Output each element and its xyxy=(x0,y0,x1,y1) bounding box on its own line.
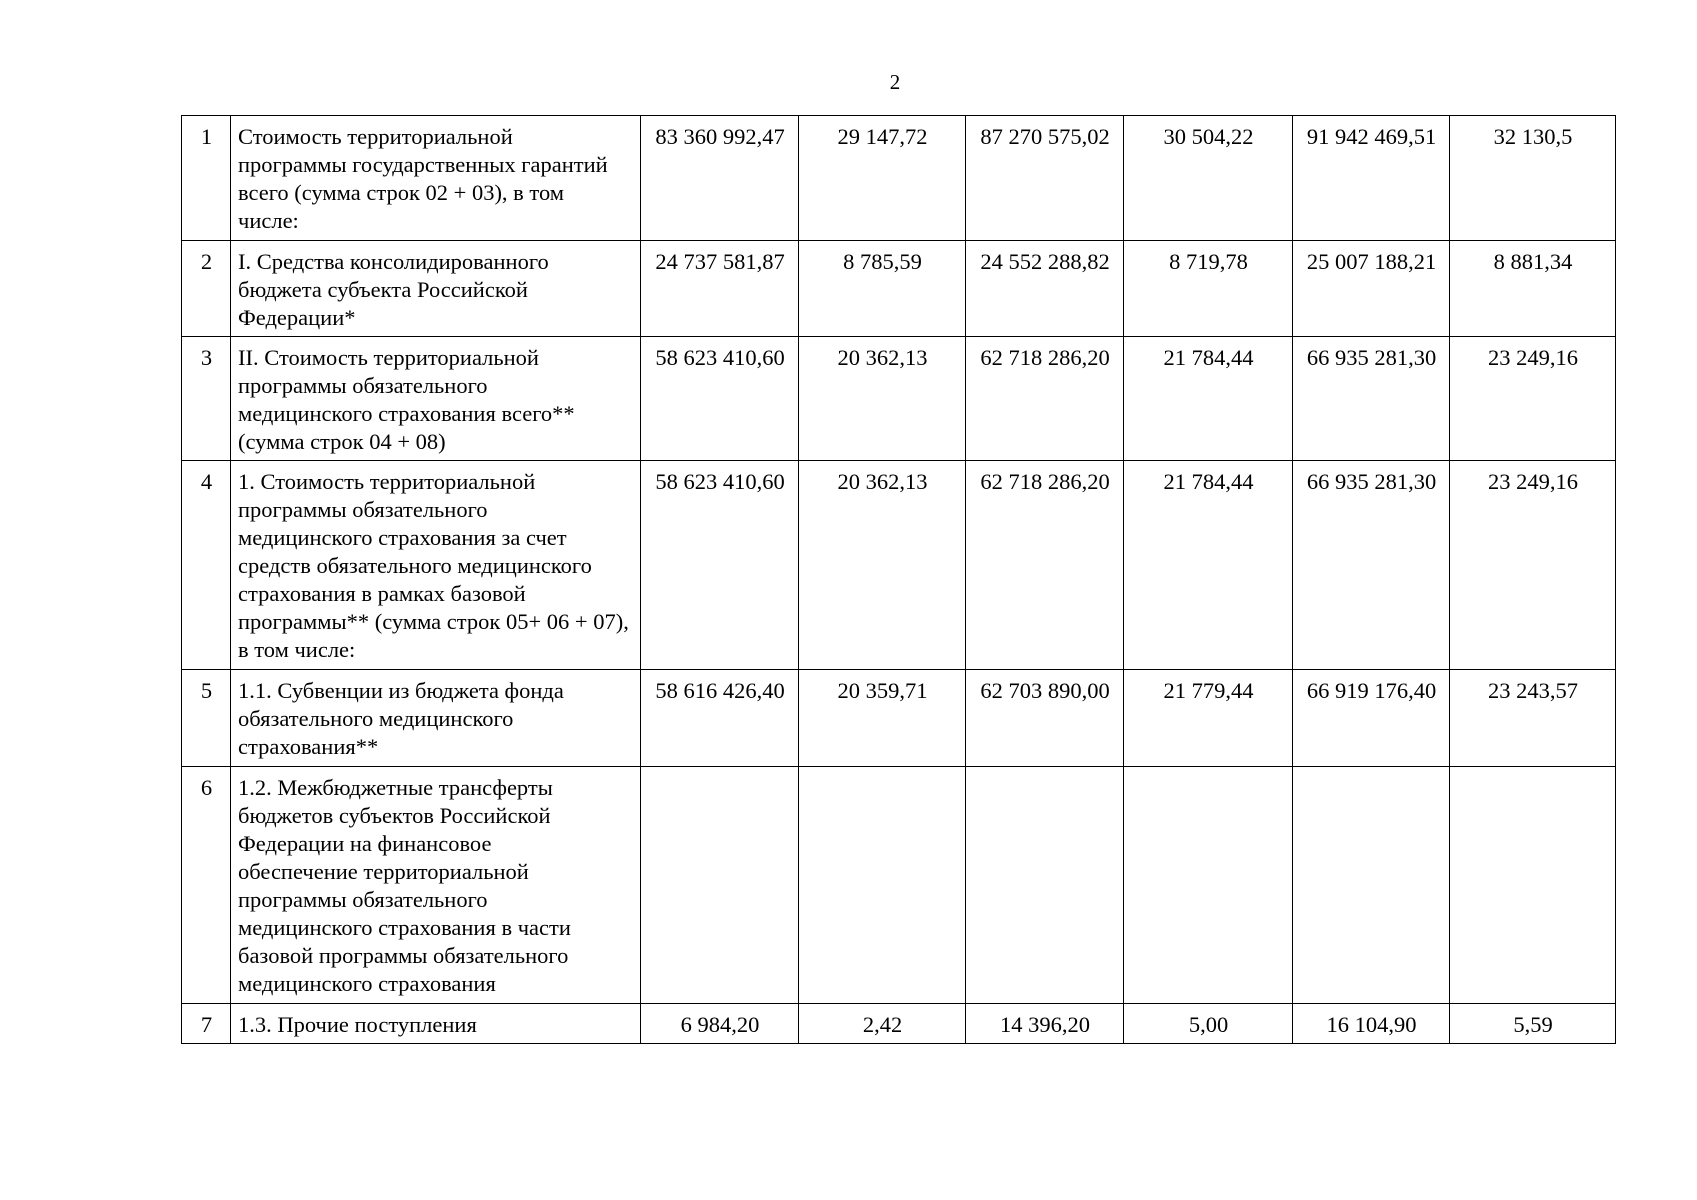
value-cell: 16 104,90 xyxy=(1293,1004,1450,1044)
value-cell: 30 504,22 xyxy=(1124,116,1293,241)
row-label: II. Стоимость территориальной программы обязательного медицинского страхования всего** (сумма строк 04 + 08) xyxy=(231,337,641,461)
table-body xyxy=(182,116,1616,1044)
value-cell: 20 362,13 xyxy=(799,461,966,670)
value-cell: 21 779,44 xyxy=(1124,670,1293,767)
row-number: 4 xyxy=(182,461,231,670)
value-cell xyxy=(1450,767,1616,1004)
table-row xyxy=(182,461,1616,670)
value-cell: 23 249,16 xyxy=(1450,461,1616,670)
value-cell: 32 130,5 xyxy=(1450,116,1616,241)
value-cell: 62 703 890,00 xyxy=(966,670,1124,767)
value-cell: 8 881,34 xyxy=(1450,241,1616,337)
value-cell xyxy=(1124,767,1293,1004)
row-number: 7 xyxy=(182,1004,231,1044)
value-cell: 66 919 176,40 xyxy=(1293,670,1450,767)
value-cell: 20 362,13 xyxy=(799,337,966,461)
row-number: 6 xyxy=(182,767,231,1004)
value-cell: 62 718 286,20 xyxy=(966,337,1124,461)
row-number: 3 xyxy=(182,337,231,461)
value-cell: 24 737 581,87 xyxy=(641,241,799,337)
row-number: 5 xyxy=(182,670,231,767)
value-cell: 58 623 410,60 xyxy=(641,337,799,461)
table-row xyxy=(182,670,1616,767)
value-cell: 5,59 xyxy=(1450,1004,1616,1044)
value-cell xyxy=(1293,767,1450,1004)
budget-table xyxy=(181,115,1616,1044)
value-cell xyxy=(966,767,1124,1004)
value-cell: 21 784,44 xyxy=(1124,337,1293,461)
value-cell: 14 396,20 xyxy=(966,1004,1124,1044)
value-cell xyxy=(799,767,966,1004)
value-cell: 20 359,71 xyxy=(799,670,966,767)
row-label: Стоимость территориальной программы государственных гарантий всего (сумма строк 02 + 03), в том числе: xyxy=(231,116,641,241)
row-number: 2 xyxy=(182,241,231,337)
value-cell: 8 719,78 xyxy=(1124,241,1293,337)
value-cell: 8 785,59 xyxy=(799,241,966,337)
row-label: 1.1. Субвенции из бюджета фонда обязательного медицинского страхования** xyxy=(231,670,641,767)
page-number: 2 xyxy=(889,70,901,94)
table-row xyxy=(182,116,1616,241)
value-cell: 2,42 xyxy=(799,1004,966,1044)
value-cell xyxy=(641,767,799,1004)
value-cell: 6 984,20 xyxy=(641,1004,799,1044)
value-cell: 66 935 281,30 xyxy=(1293,337,1450,461)
value-cell: 5,00 xyxy=(1124,1004,1293,1044)
value-cell: 24 552 288,82 xyxy=(966,241,1124,337)
value-cell: 58 623 410,60 xyxy=(641,461,799,670)
table-row xyxy=(182,767,1616,1004)
value-cell: 29 147,72 xyxy=(799,116,966,241)
table-row xyxy=(182,241,1616,337)
value-cell: 21 784,44 xyxy=(1124,461,1293,670)
value-cell: 58 616 426,40 xyxy=(641,670,799,767)
value-cell: 23 249,16 xyxy=(1450,337,1616,461)
value-cell: 66 935 281,30 xyxy=(1293,461,1450,670)
value-cell: 23 243,57 xyxy=(1450,670,1616,767)
table-row xyxy=(182,337,1616,461)
row-label: 1.3. Прочие поступления xyxy=(231,1004,641,1044)
value-cell: 83 360 992,47 xyxy=(641,116,799,241)
value-cell: 87 270 575,02 xyxy=(966,116,1124,241)
row-number: 1 xyxy=(182,116,231,241)
table-row xyxy=(182,1004,1616,1044)
row-label: I. Средства консолидированного бюджета субъекта Российской Федерации* xyxy=(231,241,641,337)
row-label: 1.2. Межбюджетные трансферты бюджетов субъектов Российской Федерации на финансовое обеспечение территориальной программы обязательного медицинского страхования в части базовой программы обязательного медицинского страхования xyxy=(231,767,641,1004)
row-label: 1. Стоимость территориальной программы обязательного медицинского страхования за счет средств обязательного медицинского страхования в рамках базовой программы** (сумма строк 05+ 06 + 07), в том числе: xyxy=(231,461,641,670)
value-cell: 91 942 469,51 xyxy=(1293,116,1450,241)
value-cell: 62 718 286,20 xyxy=(966,461,1124,670)
value-cell: 25 007 188,21 xyxy=(1293,241,1450,337)
